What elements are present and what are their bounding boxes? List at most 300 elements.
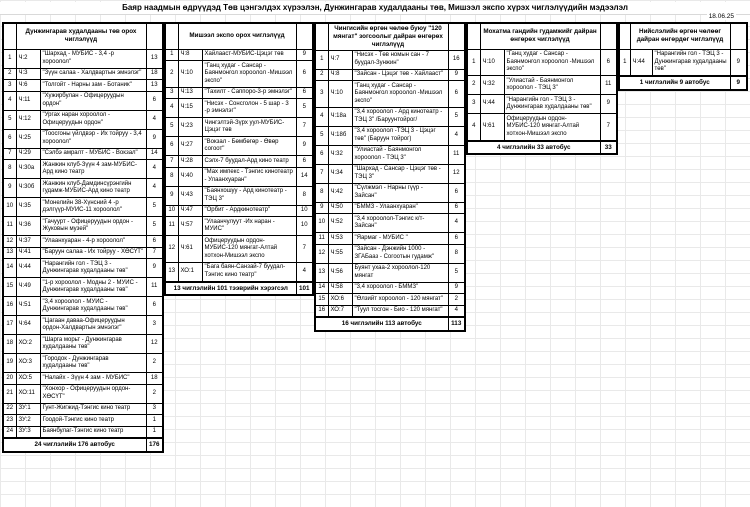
route-code: Ч:15 <box>178 99 202 118</box>
route-row <box>3 415 163 427</box>
route-index: 8 <box>3 160 16 179</box>
route-index: 8 <box>165 167 178 186</box>
route-row <box>3 259 163 278</box>
num-column-header <box>165 23 178 49</box>
bus-count: 13 <box>146 49 163 68</box>
bus-count: 4 <box>146 110 163 129</box>
route-row <box>165 137 313 156</box>
route-code: ЗУ:2 <box>16 415 40 427</box>
route-name: "3,4 хороолол-Тэнгис к/т- Зайсан" <box>352 214 448 233</box>
route-row <box>315 164 465 183</box>
route-row <box>3 198 163 217</box>
route-row <box>3 68 163 80</box>
route-row <box>315 145 465 164</box>
bus-count: 6 <box>448 233 465 245</box>
route-row <box>315 126 465 145</box>
route-row <box>165 217 313 236</box>
route-index: 2 <box>165 61 178 88</box>
route-row <box>315 244 465 263</box>
route-row <box>467 49 617 76</box>
count-column-header <box>730 23 747 49</box>
route-name: "Сэлбэ амралт - МУБИС - Вокзал" <box>40 148 146 160</box>
bus-count: 7 <box>146 247 163 259</box>
bus-count: 16 <box>448 50 465 69</box>
count-column-header <box>146 23 163 49</box>
group-dunjingarav <box>2 22 164 453</box>
route-name: "Улаанхуаран - 4-р хороолол" <box>40 236 146 248</box>
route-index: 11 <box>3 217 16 236</box>
route-index: 9 <box>165 186 178 205</box>
route-code: Ч:25 <box>16 129 40 148</box>
route-code: Ч:44 <box>16 259 40 278</box>
route-name: "Зүүн салаа - Халдвартын эмнэлэг" <box>40 68 146 80</box>
route-code: ЗУ:1 <box>16 403 40 415</box>
route-index: 16 <box>3 297 16 316</box>
route-index: 9 <box>315 202 328 214</box>
route-row <box>315 263 465 282</box>
route-name: "Баруун салаа - Их тойруу - ХӨСҮТ" <box>40 247 146 259</box>
route-name: "1-р хороолол - Модны 2 - МУИС - Дунжингарав худалдааны төв" <box>40 278 146 297</box>
route-name: "Городок - Дунжингарав худалдааны төв" <box>40 354 146 373</box>
route-row <box>315 183 465 202</box>
route-code: Ч:8 <box>178 49 202 61</box>
group-summary: 13 чиглэлийн 101 тээврийн хэрэгсэл <box>165 282 296 296</box>
group-title: Мишээл экспо орох чиглэлүүд <box>178 23 296 49</box>
num-column-header <box>619 23 630 49</box>
route-code: Ч:37 <box>16 236 40 248</box>
route-row <box>3 384 163 403</box>
route-row <box>3 426 163 438</box>
route-row <box>3 129 163 148</box>
route-name: "Гачуурт - Офицеруудын ордон - Жуковын музей" <box>40 217 146 236</box>
route-index: 3 <box>315 81 328 108</box>
route-code: Ч:57 <box>178 217 202 236</box>
route-row <box>3 278 163 297</box>
bus-count: 4 <box>146 160 163 179</box>
route-index: 10 <box>3 198 16 217</box>
route-name: "Мах импекс - Тэнгис кинотеатр - Улаанхуаран" <box>202 167 296 186</box>
route-name: "Улиастай - Баянмонгол хороолол - ТЭЦ 3" <box>352 145 448 164</box>
route-code: Ч:58 <box>328 282 352 294</box>
route-name: "Нарангийн гол - ТЭЦ 3 - Дунжингарав худалдааны төв" <box>652 49 730 76</box>
route-row <box>3 80 163 92</box>
route-index: 4 <box>165 99 178 118</box>
group-summary: 4 чиглэлийн 33 автобус <box>467 141 600 155</box>
routes-body <box>165 49 313 282</box>
route-code: Ч:28 <box>178 156 202 168</box>
routes-table-misheel-expo <box>164 22 314 296</box>
route-row <box>315 81 465 108</box>
route-name: "Бага баян-Санзай-7 буудал-Тэнгис кино театр" <box>202 262 296 282</box>
route-index: 7 <box>315 164 328 183</box>
route-code: ХО:1 <box>178 262 202 282</box>
bus-count: 4 <box>448 214 465 233</box>
bus-count: 10 <box>296 205 313 217</box>
route-row <box>3 247 163 259</box>
bus-count: 12 <box>146 335 163 354</box>
route-code: ХО:2 <box>16 335 40 354</box>
routes-body <box>619 49 747 76</box>
route-code: ЗУ:3 <box>16 426 40 438</box>
route-row <box>3 148 163 160</box>
route-row <box>3 354 163 373</box>
bus-count: 5 <box>146 217 163 236</box>
bus-count: 18 <box>146 68 163 80</box>
route-code: Ч:44 <box>480 95 504 114</box>
route-index: 10 <box>315 214 328 233</box>
bus-count: 9 <box>296 137 313 156</box>
route-index: 14 <box>315 282 328 294</box>
route-name: Гоодой-Тэнгис кино театр <box>40 415 146 427</box>
bus-count: 6 <box>146 297 163 316</box>
route-name: "Сүлжмэл - Нарны гүүр - Зайсан" <box>352 183 448 202</box>
route-code: Ч:49 <box>16 278 40 297</box>
route-name: "3,4 хороолол - МУИС - Дунжингарав худалдааны төв" <box>40 297 146 316</box>
route-index: 22 <box>3 403 16 415</box>
route-row <box>3 160 163 179</box>
route-index: 13 <box>165 262 178 282</box>
route-row <box>3 316 163 335</box>
route-name: "Шарга морьт - Дунжингарав худалдааны төв" <box>40 335 146 354</box>
route-name: Офицеруудын ордон-МУБИС-120 мянгат-Алтай хотхон-Мишээл экспо <box>504 114 600 141</box>
num-column-header <box>467 23 480 49</box>
bus-count: 5 <box>296 99 313 118</box>
route-index: 13 <box>3 247 16 259</box>
group-footer-row <box>467 141 617 155</box>
bus-count: 6 <box>448 81 465 108</box>
route-code: ХО:6 <box>328 294 352 306</box>
count-column-header <box>600 23 617 49</box>
route-name: "Нарангийн гол - ТЭЦ 3 - Дунжингарав худалдааны төв" <box>40 259 146 278</box>
route-index: 13 <box>315 263 328 282</box>
route-index: 7 <box>165 156 178 168</box>
route-code: ХО:7 <box>328 305 352 317</box>
route-row <box>467 76 617 95</box>
route-index: 6 <box>165 137 178 156</box>
route-index: 4 <box>467 114 480 141</box>
route-name: "Толгойт - Нарны зам - Ботаник" <box>40 80 146 92</box>
group-summary: 1 чиглэлийн 9 автобус <box>619 76 730 90</box>
route-row <box>315 233 465 245</box>
group-summary: 24 чиглэлийн 176 автобус <box>3 438 146 452</box>
route-index: 15 <box>315 294 328 306</box>
group-mahatma-gandhi-street <box>466 22 618 155</box>
route-index: 11 <box>165 217 178 236</box>
route-code: Ч:36 <box>16 217 40 236</box>
bus-count: 14 <box>296 167 313 186</box>
route-index: 9 <box>3 179 16 198</box>
route-row <box>165 87 313 99</box>
group-total: 113 <box>448 317 465 331</box>
group-header-row <box>3 23 163 49</box>
route-row <box>3 217 163 236</box>
group-title: Мохатма гандийн гудамжийг дайран өнгөрөх чиглэлүүд <box>480 23 600 49</box>
bus-count: 1 <box>146 426 163 438</box>
group-total: 33 <box>600 141 617 155</box>
route-code: Ч:50 <box>328 202 352 214</box>
route-code: Ч:32 <box>328 145 352 164</box>
route-index: 1 <box>3 49 16 68</box>
route-index: 12 <box>315 244 328 263</box>
route-index: 21 <box>3 384 16 403</box>
route-row <box>3 335 163 354</box>
num-column-header <box>3 23 16 49</box>
route-row <box>165 167 313 186</box>
group-header-row <box>315 23 465 50</box>
route-code: Ч:2 <box>16 49 40 68</box>
route-name: "Ганц худаг - Сансар - Баянмонгол хороолол -Мишээл экспо" <box>352 81 448 108</box>
route-name: Офицеруудын ордон-МУБИС-120 мянгат-Алтай хотхон-Мишээл экспо <box>202 236 296 263</box>
route-code: ХО:11 <box>16 384 40 403</box>
routes-body <box>3 49 163 438</box>
route-index: 7 <box>3 148 16 160</box>
route-code: Ч:3 <box>16 68 40 80</box>
route-row <box>3 91 163 110</box>
bus-count: 11 <box>448 145 465 164</box>
route-row <box>3 403 163 415</box>
route-name: "Монелийн 38-Хүнсний 4 -р дэлгүүр-МУИС-11 хороолол" <box>40 198 146 217</box>
route-index: 12 <box>3 236 16 248</box>
route-name: Хайлааст-МУБИС-Цэцэг төв <box>202 49 296 61</box>
date-label: 18.06.25 <box>708 13 734 20</box>
group-niislel-avenue <box>618 22 748 91</box>
bus-count: 9 <box>296 49 313 61</box>
routes-body <box>467 49 617 141</box>
route-code: Ч:41 <box>16 247 40 259</box>
route-index: 4 <box>315 107 328 126</box>
route-name: "Туул тосгон - Био - 120 мянгат" <box>352 305 448 317</box>
route-code: Ч:43 <box>178 186 202 205</box>
route-index: 1 <box>467 49 480 76</box>
route-name: "Орбит - Ардкинотеатр" <box>202 205 296 217</box>
bus-count: 4 <box>146 179 163 198</box>
route-name: Буянт ухаа-2 хороолол-120 мянгат <box>352 263 448 282</box>
bus-count: 9 <box>146 129 163 148</box>
route-row <box>315 50 465 69</box>
group-title: Дунжингарав худалдааны төв орох чиглэлүүд <box>16 23 146 49</box>
route-code: Ч:35 <box>16 198 40 217</box>
group-summary: 16 чиглэлийн 113 автобус <box>315 317 448 331</box>
route-code: Ч:61 <box>178 236 202 263</box>
route-name: Баянбулаг-Тэнгис кино театр <box>40 426 146 438</box>
route-code: Ч:10 <box>328 81 352 108</box>
route-row <box>165 262 313 282</box>
group-footer-row <box>3 438 163 452</box>
group-total: 176 <box>146 438 163 452</box>
route-index: 12 <box>165 236 178 263</box>
bus-count: 7 <box>296 118 313 137</box>
routes-table-chinggis-avenue <box>314 22 466 332</box>
route-name: Сэлх-7 буудал-Ард кино театр <box>202 156 296 168</box>
route-name: "Зайсан - Цэцэг төв - Хайлааст" <box>352 69 448 81</box>
bus-count: 4 <box>448 126 465 145</box>
route-index: 11 <box>315 233 328 245</box>
bus-count: 6 <box>448 183 465 202</box>
route-name: "Нарангийн гол - ТЭЦ 3 - Дунжингарав худалдааны төв" <box>504 95 600 114</box>
route-index: 24 <box>3 426 16 438</box>
bus-count: 5 <box>146 198 163 217</box>
route-code: Ч:11 <box>16 91 40 110</box>
route-row <box>165 61 313 88</box>
route-code: Ч:7 <box>328 50 352 69</box>
route-index: 5 <box>315 126 328 145</box>
route-name: "Улаанчулуут -Их наран - МУИС" <box>202 217 296 236</box>
group-footer-row <box>619 76 747 90</box>
bus-count: 6 <box>600 49 617 76</box>
route-code: Ч:29 <box>16 148 40 160</box>
route-index: 3 <box>165 87 178 99</box>
bus-count: 10 <box>296 217 313 236</box>
route-index: 3 <box>3 80 16 92</box>
route-index: 19 <box>3 354 16 373</box>
route-index: 8 <box>315 183 328 202</box>
route-code: Ч:18а <box>328 107 352 126</box>
route-row <box>165 99 313 118</box>
route-name: "Цагаан даваа-Офицеруудын ордон-Халдвартын эмнэлэг" <box>40 316 146 335</box>
route-name: "Улиастай - Баянмонгол хороолол - ТЭЦ 3" <box>504 76 600 95</box>
bus-count: 2 <box>448 294 465 306</box>
route-name: "Налайх - Зүүн 4 зам - МУБИС" <box>40 373 146 385</box>
route-code: Ч:8 <box>328 69 352 81</box>
route-row <box>315 305 465 317</box>
route-code: Ч:30б <box>16 179 40 198</box>
bus-count: 12 <box>448 164 465 183</box>
route-code: Ч:12 <box>16 110 40 129</box>
bus-count: 7 <box>296 236 313 263</box>
bus-count: 9 <box>448 282 465 294</box>
group-total: 101 <box>296 282 313 296</box>
bus-count: 2 <box>146 384 163 403</box>
route-code: Ч:18б <box>328 126 352 145</box>
bus-count: 8 <box>448 244 465 263</box>
route-name: Чингэлтэй-Зүрх уул-МУБИС-Цэцэг төв <box>202 118 296 137</box>
bus-count: 9 <box>730 49 747 76</box>
group-header-row <box>165 23 313 49</box>
route-index: 16 <box>315 305 328 317</box>
group-chinggis-avenue <box>314 22 466 332</box>
route-index: 18 <box>3 335 16 354</box>
route-row <box>3 236 163 248</box>
group-total: 9 <box>730 76 747 90</box>
route-index: 5 <box>165 118 178 137</box>
bus-count: 14 <box>146 148 163 160</box>
route-row <box>315 69 465 81</box>
route-row <box>3 49 163 68</box>
bus-count: 5 <box>448 107 465 126</box>
route-code: Ч:6 <box>16 80 40 92</box>
route-row <box>3 179 163 198</box>
route-code: Ч:40 <box>178 167 202 186</box>
bus-count: 3 <box>146 316 163 335</box>
route-index: 15 <box>3 278 16 297</box>
page-title: Баяр наадмын өдрүүдэд Төв цэнгэлдэх хүрээлэн, Дунжингарав худалдааны төв, Мишээл экспо хүрэх чиглэлүүдийн мэдээлэл <box>0 2 750 15</box>
route-row <box>315 202 465 214</box>
route-name: "БММЗ - Улаанхуаран" <box>352 202 448 214</box>
route-index: 4 <box>3 91 16 110</box>
route-index: 14 <box>3 259 16 278</box>
bus-count: 9 <box>448 69 465 81</box>
bus-count: 3 <box>146 403 163 415</box>
route-code: Ч:47 <box>178 205 202 217</box>
bus-count: 9 <box>600 95 617 114</box>
route-code: Ч:64 <box>16 316 40 335</box>
route-code: ХО:5 <box>16 373 40 385</box>
route-name: Жанжин клуб-Дамдинсүрэнгийн гудамж-МУБИС-Ард кино театр <box>40 179 146 198</box>
route-row <box>3 110 163 129</box>
bus-count: 2 <box>146 354 163 373</box>
route-row <box>619 49 747 76</box>
route-code: Ч:10 <box>178 61 202 88</box>
route-name: Жанжин клуб-Зүүн 4 зам-МУБИС-Ард кино театр <box>40 160 146 179</box>
group-title: Нийслэлийн өргөн чөлөөг дайран өнгөрдөг чиглэлүүд <box>630 23 730 49</box>
route-name: "Хужирбулан - Офицеруудын ордон" <box>40 91 146 110</box>
route-code: Ч:56 <box>328 263 352 282</box>
route-name: "Шархад - Сансар - Цэцэг төв - ТЭЦ 3" <box>352 164 448 183</box>
bus-count: 4 <box>296 262 313 282</box>
bus-count: 6 <box>448 202 465 214</box>
group-footer-row <box>315 317 465 331</box>
route-name: "Шархад - МУБИС - 3,4 -р хороолол" <box>40 49 146 68</box>
route-index: 1 <box>315 50 328 69</box>
route-row <box>165 236 313 263</box>
routes-table-mahatma-gandhi-street <box>466 22 618 155</box>
route-code: ХО:3 <box>16 354 40 373</box>
group-misheel-expo <box>164 22 314 296</box>
route-index: 1 <box>165 49 178 61</box>
route-name: "Ургах наран хороолол - Офицеруудын ордон" <box>40 110 146 129</box>
route-code: Ч:13 <box>178 87 202 99</box>
route-row <box>165 49 313 61</box>
route-index: 10 <box>165 205 178 217</box>
route-row <box>315 294 465 306</box>
route-index: 6 <box>3 129 16 148</box>
route-code: Ч:34 <box>328 164 352 183</box>
route-code: Ч:61 <box>480 114 504 141</box>
bus-count: 11 <box>600 76 617 95</box>
route-row <box>315 107 465 126</box>
bus-count: 1 <box>146 415 163 427</box>
route-name: "Зайсан - Дэнжийн 1000 - ЗГАБааз - Согоотын гудамж" <box>352 244 448 263</box>
bus-count: 6 <box>296 87 313 99</box>
route-code: Ч:10 <box>480 49 504 76</box>
route-name: "Тоосгоны үйлдвэр - Их тойруу - 3,4 хороолол" <box>40 129 146 148</box>
route-index: 5 <box>3 110 16 129</box>
route-name: "Өлзийт хороолол - 120 мянгат" <box>352 294 448 306</box>
route-index: 2 <box>3 68 16 80</box>
route-row <box>467 114 617 141</box>
route-name: "Нисэх - Төв номын сан - 7 буудал-Зунжин" <box>352 50 448 69</box>
route-name: "3,4 хороолол -ТЭЦ 3 - Цэцэг төв" (Баруун тойрог) <box>352 126 448 145</box>
bus-count: 6 <box>146 236 163 248</box>
route-code: Ч:42 <box>328 183 352 202</box>
route-code: Ч:30а <box>16 160 40 179</box>
bus-count: 18 <box>146 373 163 385</box>
route-code: Ч:52 <box>328 214 352 233</box>
bus-count: 5 <box>448 263 465 282</box>
route-name: "3,4 хороолол - БММЗ" <box>352 282 448 294</box>
route-name: Гунт-Жигжид-Тэнгис кино театр <box>40 403 146 415</box>
route-index: 3 <box>467 95 480 114</box>
route-row <box>315 282 465 294</box>
route-row <box>467 95 617 114</box>
count-column-header <box>296 23 313 49</box>
route-name: "Ганц худаг - Сансар - Баянмонгол хороолол -Мишээл экспо" <box>504 49 600 76</box>
route-index: 23 <box>3 415 16 427</box>
bus-count: 6 <box>296 156 313 168</box>
route-name: "Хонхор - Офицеруудын ордон- ХӨСҮТ" <box>40 384 146 403</box>
route-index: 2 <box>315 69 328 81</box>
route-index: 17 <box>3 316 16 335</box>
